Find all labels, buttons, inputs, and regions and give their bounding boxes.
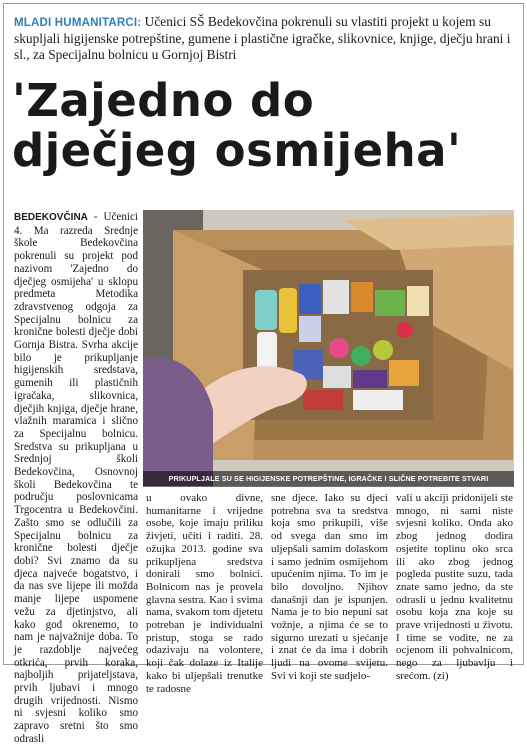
article-column-2: u ovako divne, humanitarne i vrijedne osobe, koje imaju priliku živjeti, učiti i raditi. 28. ožujka 2013. godine sva prikupljena sredstva donirali smo bolnici. Bolnicom nas je provela glavna sestra. Kao i svima nama, svakom tom djetetu potreban je individualni pristup, stoga se rado odazivaju na volontere, koji čak dolaze iz Italije kako bi uljepšali trenutke te radosne [146,492,263,695]
dateline: BEDEKOVČINA [14,212,88,223]
column-1-text: - Učenici 4. Ma razreda Srednje škole Bedekovčina pokrenuli su projekt pod nazivom 'Zajedno do dječjeg osmijeha' u sklopu predmeta Metodika zdravstvenog odgoja za Specijalnu bolnicu za kronične bolesti dječje dobi Gornja Bistra. Svrha akcije bilo je prikupljanje higijenskih sredstava, gumenih ili plastičnih igračaka, slikovnica, dječjih knjiga, dječje hrane, vlažnih maramica i slično za Specijalnu bolnicu. Sredstva su prikupljana u Srednjoj školi Bedekovčina, Osnovnoj školi Bedekovčina te području poslovnicama Trgocentra u Bedekovčini. Zašto smo se odlučili za Specijalnu bolnicu za kronične bolesti dječje dobi? Svi znamo da su djeca najveće bogatstvo, i da nas sve lijepe ili možda manje lijepe uspomene vežu za djetinjstvo, ali kako god okrenemo, to nam je najvažnije doba. To je razdoblje najvećeg otkrića, prvih koraka, najboljih prijateljstava, prvih ljubavi i mnogo drugih vrijednosti. Nismo ni svjesni koliko smo zapravo sretni što smo odrasli [14,211,138,745]
donation-box-illustration [143,210,514,486]
article-column-4: vali u akciji pridonijeli ste mnogo, ni sami niste svjesni koliko. Onda ako zbog jednog dodira osjetite toplinu oko srca ili ako zbog jednog pogleda pustite suzu, tada znate samo jedno, da ste odrasli u jednu kvalitetnu osobu koja zna koje su prave vrijednosti u životu. I time se vodite, ne za ocjenom ili pohvalnicom, nego za ljubavlju i srećom. (zi) [396,492,513,682]
headline-line-1: 'Zajedno do [12,74,315,127]
lead-paragraph [14,14,514,63]
photo-caption: PRIKUPLJALE SU SE HIGIJENSKE POTREPŠTINE, IGRAČKE I SLIČNE POTREBITE STVARI [143,471,514,487]
headline [12,76,517,176]
article-column-1 [14,211,138,746]
lead-kicker: MLADI HUMANITARCI: [14,17,142,29]
article-column-3: sne djece. Iako su djeci potrebna sva ta sredstva koja smo prikupili, više od svega dan smo im uljepšali samim dolaskom i samo jednim osmijehom upućenim njima. To im je bilo dovoljno. Njihov današnji dan je ispunjen. Nama je to bio nepuni sat vožnje, a njima će se to sigurno urezati u sjećanje i znat će da ima i dobrih ljudi na ovome svijetu. Svi vi koji ste sudjelo- [271,492,388,682]
headline-line-2: dječjeg osmijeha' [12,124,462,177]
lead-text: Učenici SŠ Bedekovčina pokrenuli su vlastiti projekt u kojem su skupljali higijenske potrepštine, gumene i plastične igračke, slikovnice, knjige, dječju hrani i sl., za Specijalnu bolnicu u Gornjoj Bistri [14,14,511,62]
article-photo [143,210,514,486]
